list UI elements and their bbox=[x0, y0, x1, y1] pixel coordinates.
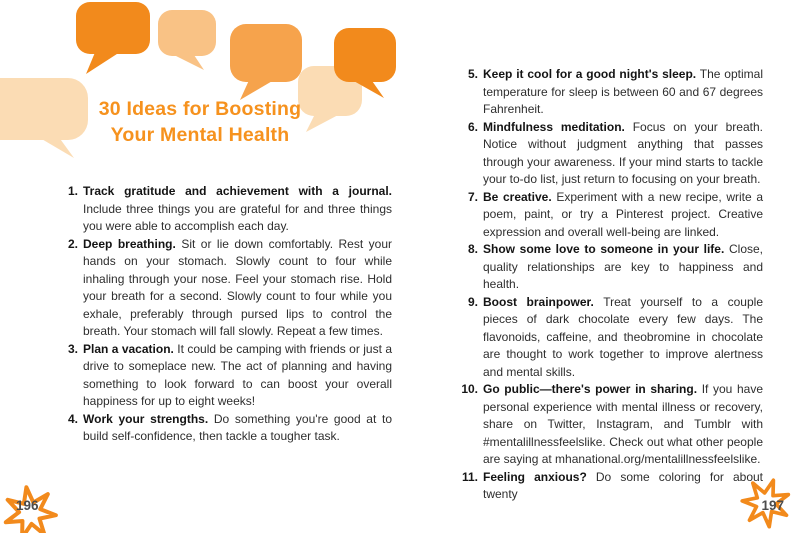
speech-bubble-icon bbox=[158, 10, 216, 70]
item-text bbox=[483, 119, 763, 189]
item-lead: Plan a vacation. bbox=[83, 341, 174, 356]
item-text bbox=[83, 411, 392, 446]
item-body: Treat yourself to a couple pieces of dark chocolate every few days. The flavonoids, caffeine, and theobromine in chocolate are thought to work together to improve alertness and mental skills. bbox=[483, 294, 763, 379]
list-item bbox=[460, 381, 763, 469]
list-item bbox=[60, 411, 392, 446]
chapter-title-line1: 30 Ideas for Boosting bbox=[98, 98, 302, 120]
list-item bbox=[60, 236, 392, 341]
item-text bbox=[83, 183, 392, 236]
item-text bbox=[83, 236, 392, 341]
item-lead: Go public—there's power in sharing. bbox=[483, 382, 698, 396]
item-body: Focus on your breath. Notice without judgment anything that passes through your awareness. If your mind starts to tackle your to-do list, just return to focusing on your breath. bbox=[483, 119, 763, 186]
item-number: 8. bbox=[467, 242, 478, 256]
item-body: The optimal temperature for sleep is between 60 and 67 degrees Fahrenheit. bbox=[483, 67, 763, 116]
item-number: 1. bbox=[67, 184, 78, 198]
item-number: 9. bbox=[467, 294, 478, 309]
list-item bbox=[460, 119, 763, 189]
item-text bbox=[483, 189, 763, 242]
item-number: 6. bbox=[467, 119, 478, 134]
item-text bbox=[483, 381, 763, 469]
item-number: 7. bbox=[467, 189, 478, 204]
chapter-title-line2: Your Mental Health bbox=[110, 124, 290, 146]
item-lead: Feeling anxious? bbox=[483, 469, 587, 484]
speech-bubble-icon bbox=[76, 2, 150, 74]
chapter-title bbox=[40, 96, 360, 148]
item-body: Include three things you are grateful for and three things you were able to accomplish each day. bbox=[83, 201, 392, 233]
item-body: If you have personal experience with mental illness or recovery, share on Twitter, Instagram, and Tumblr with #mentalillnessfeelslike. Check out what other people are saying at mhanational.org/mentalillnessfeelslike. bbox=[483, 382, 763, 466]
list-item bbox=[60, 183, 392, 236]
item-body: Sit or lie down comfortably. Rest your hands on your stomach. Slowly count to four while inhaling through your nose. Feel your stomach rise. Hold your breath for a second. Slowly count to four while you exhale, preferably through pursed lips to control the breath. Your stomach will fall slowly. Repeat a few times. bbox=[83, 236, 392, 338]
list-item bbox=[460, 469, 763, 504]
item-text bbox=[483, 66, 763, 119]
item-text bbox=[83, 341, 392, 411]
item-number: 10. bbox=[461, 382, 478, 396]
item-lead: Track gratitude and achievement with a journal. bbox=[83, 184, 392, 198]
item-number: 11. bbox=[461, 469, 478, 484]
list-item bbox=[460, 241, 763, 294]
item-body: Close, quality relationships are key to happiness and health. bbox=[483, 242, 763, 291]
page-number-right: 197 bbox=[761, 498, 784, 513]
left-page-list bbox=[60, 183, 392, 446]
item-text bbox=[483, 241, 763, 294]
list-item bbox=[460, 189, 763, 242]
list-item bbox=[460, 294, 763, 382]
item-text bbox=[483, 294, 763, 382]
item-number: 4. bbox=[67, 411, 78, 426]
page-number-left: 196 bbox=[16, 498, 39, 513]
item-number: 2. bbox=[67, 236, 78, 251]
list-item bbox=[460, 66, 763, 119]
item-lead: Work your strengths. bbox=[83, 411, 209, 426]
item-lead: Deep breathing. bbox=[83, 236, 176, 251]
item-text bbox=[483, 469, 763, 504]
item-number: 5. bbox=[467, 67, 478, 81]
item-body: It could be camping with friends or just a drive to someplace new. The act of planning and having something to look forward to can boost your overall happiness for up to eight weeks! bbox=[83, 341, 393, 408]
item-lead: Keep it cool for a good night's sleep. bbox=[483, 67, 697, 81]
item-body: Experiment with a new recipe, write a poem, paint, or try a Pinterest project. Creative expression and overall well-being are linked. bbox=[483, 189, 763, 239]
item-number: 3. bbox=[67, 341, 78, 356]
item-lead: Show some love to someone in your life. bbox=[483, 242, 725, 256]
list-item bbox=[60, 341, 392, 411]
item-lead: Be creative. bbox=[483, 189, 552, 204]
item-lead: Mindfulness meditation. bbox=[483, 119, 625, 134]
right-page-list bbox=[460, 66, 763, 504]
item-body: Do something you're good at to build self-confidence, then tackle a tougher task. bbox=[83, 411, 392, 443]
item-lead: Boost brainpower. bbox=[483, 294, 594, 309]
item-body: Do some coloring for about twenty bbox=[483, 469, 764, 501]
speech-bubble-icon bbox=[230, 24, 302, 100]
